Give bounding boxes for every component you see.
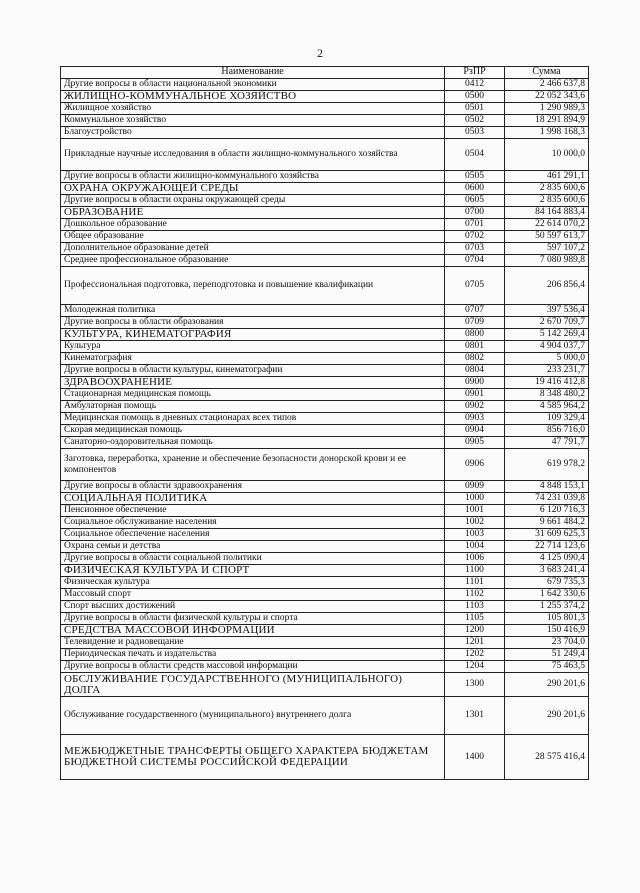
- row-sum-cell: 4 904 037,7: [505, 341, 589, 353]
- table-header-row: [61, 67, 589, 79]
- table-row: [61, 613, 589, 625]
- row-name-cell: Прикладные научные исследования в области жилищно-коммунального хозяйства: [61, 139, 445, 171]
- row-code-cell: 1002: [445, 517, 505, 529]
- row-code-cell: 0903: [445, 413, 505, 425]
- row-name-cell: Другие вопросы в области охраны окружающей среды: [61, 195, 445, 207]
- row-name-cell: Благоустройство: [61, 127, 445, 139]
- header-name: Наименование: [61, 67, 445, 79]
- row-name-cell: СРЕДСТВА МАССОВОЙ ИНФОРМАЦИИ: [61, 625, 445, 637]
- table-row: [61, 171, 589, 183]
- table-row: [61, 637, 589, 649]
- row-sum-cell: 51 249,4: [505, 649, 589, 661]
- row-name-cell: ФИЗИЧЕСКАЯ КУЛЬТУРА И СПОРТ: [61, 565, 445, 577]
- row-sum-cell: 290 201,6: [505, 673, 589, 697]
- row-sum-cell: 5 142 269,4: [505, 329, 589, 341]
- row-sum-cell: 150 416,9: [505, 625, 589, 637]
- row-name-cell: Коммунальное хозяйство: [61, 115, 445, 127]
- row-sum-cell: 109 329,4: [505, 413, 589, 425]
- row-sum-cell: 47 791,7: [505, 437, 589, 449]
- row-name-cell: Дополнительное образование детей: [61, 243, 445, 255]
- row-sum-cell: 2 835 600,6: [505, 195, 589, 207]
- row-sum-cell: 23 704,0: [505, 637, 589, 649]
- table-row: [61, 79, 589, 91]
- row-code-cell: 0900: [445, 377, 505, 389]
- table-row: [61, 243, 589, 255]
- row-name-cell: Другие вопросы в области культуры, кинематографии: [61, 365, 445, 377]
- row-name-cell: Профессиональная подготовка, переподготовка и повышение квалификации: [61, 267, 445, 305]
- section-row: [61, 183, 589, 195]
- row-name-cell: ОБРАЗОВАНИЕ: [61, 207, 445, 219]
- row-code-cell: 1201: [445, 637, 505, 649]
- row-sum-cell: 856 716,0: [505, 425, 589, 437]
- table-row: [61, 219, 589, 231]
- row-name-cell: Другие вопросы в области физической культуры и спорта: [61, 613, 445, 625]
- row-sum-cell: 2 835 600,6: [505, 183, 589, 195]
- row-sum-cell: 1 998 168,3: [505, 127, 589, 139]
- section-row: [61, 735, 589, 780]
- table-row: [61, 589, 589, 601]
- table-row: [61, 437, 589, 449]
- row-code-cell: 0904: [445, 425, 505, 437]
- row-code-cell: 0502: [445, 115, 505, 127]
- table-row: [61, 697, 589, 735]
- row-sum-cell: 75 463,5: [505, 661, 589, 673]
- row-name-cell: Кинематография: [61, 353, 445, 365]
- row-code-cell: 0909: [445, 481, 505, 493]
- row-name-cell: Другие вопросы в области социальной политики: [61, 553, 445, 565]
- row-name-cell: ОБСЛУЖИВАНИЕ ГОСУДАРСТВЕННОГО (МУНИЦИПАЛЬНОГО) ДОЛГА: [61, 673, 445, 697]
- table-row: [61, 255, 589, 267]
- row-code-cell: 0802: [445, 353, 505, 365]
- row-name-cell: Санаторно-оздоровительная помощь: [61, 437, 445, 449]
- row-sum-cell: 19 416 412,8: [505, 377, 589, 389]
- table-row: [61, 139, 589, 171]
- row-code-cell: 0705: [445, 267, 505, 305]
- row-code-cell: 0902: [445, 401, 505, 413]
- row-name-cell: ОХРАНА ОКРУЖАЮЩЕЙ СРЕДЫ: [61, 183, 445, 195]
- row-name-cell: Другие вопросы в области средств массовой информации: [61, 661, 445, 673]
- row-sum-cell: 9 661 484,2: [505, 517, 589, 529]
- row-name-cell: Среднее профессиональное образование: [61, 255, 445, 267]
- row-name-cell: Другие вопросы в области здравоохранения: [61, 481, 445, 493]
- row-code-cell: 0804: [445, 365, 505, 377]
- row-code-cell: 0701: [445, 219, 505, 231]
- row-name-cell: Охрана семьи и детства: [61, 541, 445, 553]
- table-row: [61, 481, 589, 493]
- section-row: [61, 377, 589, 389]
- table-row: [61, 103, 589, 115]
- row-code-cell: 1004: [445, 541, 505, 553]
- section-row: [61, 207, 589, 219]
- row-sum-cell: 1 255 374,2: [505, 601, 589, 613]
- row-name-cell: Общее образование: [61, 231, 445, 243]
- table-row: [61, 389, 589, 401]
- row-code-cell: 0801: [445, 341, 505, 353]
- table-row: [61, 231, 589, 243]
- table-row: [61, 601, 589, 613]
- table-row: [61, 413, 589, 425]
- page-number: 2: [317, 46, 323, 60]
- row-name-cell: КУЛЬТУРА, КИНЕМАТОГРАФИЯ: [61, 329, 445, 341]
- row-sum-cell: 597 107,2: [505, 243, 589, 255]
- row-code-cell: 1105: [445, 613, 505, 625]
- row-code-cell: 0707: [445, 305, 505, 317]
- row-sum-cell: 28 575 416,4: [505, 735, 589, 780]
- row-sum-cell: 7 080 989,8: [505, 255, 589, 267]
- row-code-cell: 0503: [445, 127, 505, 139]
- row-sum-cell: 22 714 123,6: [505, 541, 589, 553]
- table-row: [61, 541, 589, 553]
- budget-table: [60, 66, 589, 780]
- table-row: [61, 127, 589, 139]
- table-row: [61, 553, 589, 565]
- row-code-cell: 0906: [445, 449, 505, 481]
- row-sum-cell: 679 735,3: [505, 577, 589, 589]
- row-code-cell: 1301: [445, 697, 505, 735]
- row-name-cell: Дошкольное образование: [61, 219, 445, 231]
- row-name-cell: Другие вопросы в области жилищно-коммунального хозяйства: [61, 171, 445, 183]
- row-name-cell: Социальное обеспечение населения: [61, 529, 445, 541]
- row-sum-cell: 8 348 480,2: [505, 389, 589, 401]
- table-row: [61, 449, 589, 481]
- row-code-cell: 1003: [445, 529, 505, 541]
- table-row: [61, 365, 589, 377]
- table-row: [61, 115, 589, 127]
- row-name-cell: Жилищное хозяйство: [61, 103, 445, 115]
- table-row: [61, 517, 589, 529]
- row-sum-cell: 461 291,1: [505, 171, 589, 183]
- table-row: [61, 341, 589, 353]
- row-sum-cell: 10 000,0: [505, 139, 589, 171]
- row-code-cell: 0800: [445, 329, 505, 341]
- row-name-cell: МЕЖБЮДЖЕТНЫЕ ТРАНСФЕРТЫ ОБЩЕГО ХАРАКТЕРА БЮДЖЕТАМ БЮДЖЕТНОЙ СИСТЕМЫ РОССИЙСКОЙ ФЕДЕРАЦИИ: [61, 735, 445, 780]
- row-code-cell: 0500: [445, 91, 505, 103]
- row-name-cell: Телевидение и радиовещание: [61, 637, 445, 649]
- row-name-cell: Скорая медицинская помощь: [61, 425, 445, 437]
- row-name-cell: ЗДРАВООХРАНЕНИЕ: [61, 377, 445, 389]
- row-code-cell: 0703: [445, 243, 505, 255]
- row-sum-cell: 1 290 989,3: [505, 103, 589, 115]
- row-sum-cell: 4 125 090,4: [505, 553, 589, 565]
- row-code-cell: 0700: [445, 207, 505, 219]
- row-name-cell: Другие вопросы в области национальной экономики: [61, 79, 445, 91]
- table-row: [61, 317, 589, 329]
- row-sum-cell: 619 978,2: [505, 449, 589, 481]
- row-code-cell: 0605: [445, 195, 505, 207]
- row-code-cell: 0504: [445, 139, 505, 171]
- row-sum-cell: 6 120 716,3: [505, 505, 589, 517]
- row-code-cell: 0501: [445, 103, 505, 115]
- row-name-cell: Культура: [61, 341, 445, 353]
- table-row: [61, 267, 589, 305]
- section-row: [61, 565, 589, 577]
- table-row: [61, 195, 589, 207]
- row-code-cell: 1000: [445, 493, 505, 505]
- row-sum-cell: 18 291 894,9: [505, 115, 589, 127]
- row-name-cell: Периодическая печать и издательства: [61, 649, 445, 661]
- table-row: [61, 577, 589, 589]
- table-row: [61, 505, 589, 517]
- row-code-cell: 1400: [445, 735, 505, 780]
- row-name-cell: ЖИЛИЩНО-КОММУНАЛЬНОЕ ХОЗЯЙСТВО: [61, 91, 445, 103]
- row-sum-cell: 2 670 709,7: [505, 317, 589, 329]
- row-sum-cell: 206 856,4: [505, 267, 589, 305]
- row-name-cell: Обслуживание государственного (муниципального) внутреннего долга: [61, 697, 445, 735]
- row-sum-cell: 105 801,3: [505, 613, 589, 625]
- row-code-cell: 1300: [445, 673, 505, 697]
- row-name-cell: Заготовка, переработка, хранение и обеспечение безопасности донорской крови и ее компонентов: [61, 449, 445, 481]
- row-name-cell: Амбулаторная помощь: [61, 401, 445, 413]
- row-code-cell: 0905: [445, 437, 505, 449]
- row-sum-cell: 22 052 343,6: [505, 91, 589, 103]
- row-code-cell: 0600: [445, 183, 505, 195]
- row-name-cell: Медицинская помощь в дневных стационарах всех типов: [61, 413, 445, 425]
- row-name-cell: Социальное обслуживание населения: [61, 517, 445, 529]
- row-code-cell: 1100: [445, 565, 505, 577]
- row-sum-cell: 74 231 039,8: [505, 493, 589, 505]
- row-code-cell: 0901: [445, 389, 505, 401]
- row-code-cell: 0412: [445, 79, 505, 91]
- row-name-cell: Другие вопросы в области образования: [61, 317, 445, 329]
- table-row: [61, 529, 589, 541]
- table-body: [61, 79, 589, 780]
- table-row: [61, 649, 589, 661]
- section-row: [61, 625, 589, 637]
- row-name-cell: Стационарная медицинская помощь: [61, 389, 445, 401]
- row-code-cell: 1200: [445, 625, 505, 637]
- row-sum-cell: 84 164 883,4: [505, 207, 589, 219]
- row-sum-cell: 290 201,6: [505, 697, 589, 735]
- row-code-cell: 1006: [445, 553, 505, 565]
- section-row: [61, 673, 589, 697]
- row-name-cell: СОЦИАЛЬНАЯ ПОЛИТИКА: [61, 493, 445, 505]
- header-code: РзПР: [445, 67, 505, 79]
- row-name-cell: Спорт высших достижений: [61, 601, 445, 613]
- table-row: [61, 425, 589, 437]
- row-sum-cell: 4 585 964,2: [505, 401, 589, 413]
- row-code-cell: 0704: [445, 255, 505, 267]
- row-sum-cell: 3 683 241,4: [505, 565, 589, 577]
- table-row: [61, 401, 589, 413]
- row-code-cell: 1204: [445, 661, 505, 673]
- row-sum-cell: 233 231,7: [505, 365, 589, 377]
- row-name-cell: Молодежная политика: [61, 305, 445, 317]
- row-code-cell: 0505: [445, 171, 505, 183]
- row-code-cell: 0702: [445, 231, 505, 243]
- row-name-cell: Пенсионное обеспечение: [61, 505, 445, 517]
- row-sum-cell: 397 536,4: [505, 305, 589, 317]
- row-code-cell: 1001: [445, 505, 505, 517]
- row-code-cell: 1202: [445, 649, 505, 661]
- table-row: [61, 661, 589, 673]
- table-row: [61, 353, 589, 365]
- section-row: [61, 493, 589, 505]
- header-sum: Сумма: [505, 67, 589, 79]
- row-sum-cell: 1 642 330,6: [505, 589, 589, 601]
- section-row: [61, 329, 589, 341]
- row-sum-cell: 22 614 070,2: [505, 219, 589, 231]
- row-code-cell: 1103: [445, 601, 505, 613]
- row-name-cell: Массовый спорт: [61, 589, 445, 601]
- row-code-cell: 0709: [445, 317, 505, 329]
- row-sum-cell: 50 597 613,7: [505, 231, 589, 243]
- table-row: [61, 305, 589, 317]
- row-sum-cell: 31 609 625,3: [505, 529, 589, 541]
- row-code-cell: 1101: [445, 577, 505, 589]
- row-sum-cell: 4 848 153,1: [505, 481, 589, 493]
- row-name-cell: Физическая культура: [61, 577, 445, 589]
- row-sum-cell: 2 466 637,8: [505, 79, 589, 91]
- section-row: [61, 91, 589, 103]
- row-code-cell: 1102: [445, 589, 505, 601]
- row-sum-cell: 5 000,0: [505, 353, 589, 365]
